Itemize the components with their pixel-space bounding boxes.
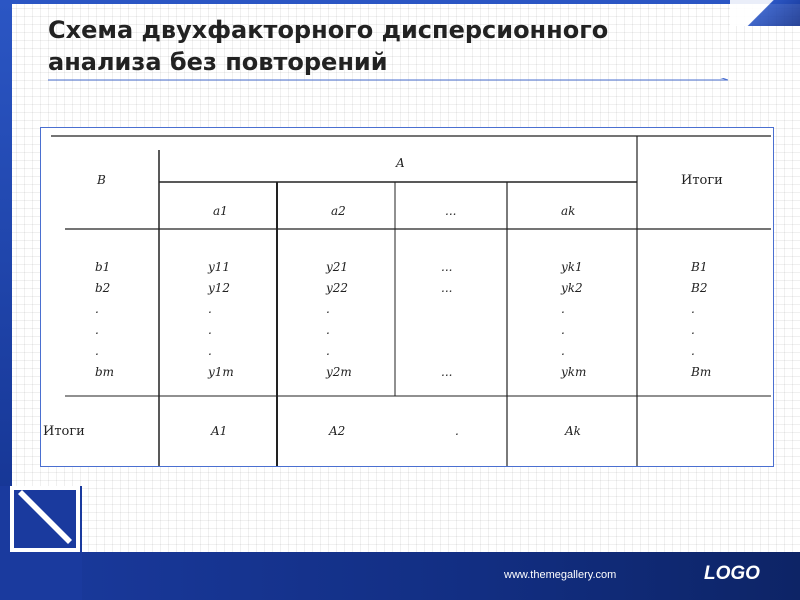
- logo: LOGO: [704, 563, 760, 584]
- data-column-k: [561, 257, 586, 383]
- list-item: .: [95, 302, 99, 316]
- list-item: [441, 299, 452, 320]
- list-item: B2: [691, 281, 708, 295]
- list-item: .: [326, 323, 330, 337]
- data-column-2: [326, 257, 352, 383]
- list-item: .: [95, 344, 99, 358]
- footer-bar: [0, 552, 800, 600]
- list-item: .: [208, 344, 212, 358]
- list-item: .: [561, 323, 565, 337]
- list-item: .: [208, 323, 212, 337]
- row-totals-column: [691, 257, 711, 383]
- footer-value-a2: A2: [329, 424, 346, 438]
- a-column-ellipsis: ...: [445, 204, 457, 218]
- list-item: .: [326, 302, 330, 316]
- b-rows-column: [95, 257, 114, 383]
- list-item: y12: [208, 281, 231, 295]
- header-b: B: [97, 173, 106, 187]
- list-item: .: [326, 344, 330, 358]
- header-a: A: [396, 156, 405, 170]
- top-right-accent: [730, 0, 800, 26]
- table-grid-lines: [41, 128, 773, 466]
- footer-value-ellipsis: .: [455, 424, 459, 438]
- list-item: y22: [326, 281, 349, 295]
- list-item: bm: [95, 365, 115, 379]
- a-column-2: a2: [331, 204, 346, 218]
- footer-value-a1: A1: [211, 424, 228, 438]
- list-item: B1: [691, 260, 708, 274]
- list-item: ...: [441, 260, 453, 274]
- title-underline: [48, 78, 728, 88]
- footer-totals-label: Итоги: [43, 424, 85, 439]
- top-accent-bar: [12, 0, 800, 4]
- list-item: b1: [95, 260, 111, 274]
- list-item: ykm: [561, 365, 587, 379]
- website-link[interactable]: www.themegallery.com: [504, 569, 617, 581]
- data-column-ellipsis: [441, 257, 452, 383]
- list-item: .: [561, 344, 565, 358]
- list-item: b2: [95, 281, 111, 295]
- a-column-k: ak: [561, 204, 576, 218]
- list-item: ...: [441, 365, 453, 379]
- list-item: y1m: [208, 365, 234, 379]
- slide-title: Схема двухфакторного дисперсионного анализа без повторений: [48, 16, 609, 76]
- list-item: y11: [208, 260, 231, 274]
- list-item: yk2: [561, 281, 583, 295]
- list-item: yk1: [561, 260, 583, 274]
- list-item: .: [561, 302, 565, 316]
- list-item: .: [95, 323, 99, 337]
- list-item: .: [208, 302, 212, 316]
- data-column-1: [208, 257, 234, 383]
- list-item: .: [691, 302, 695, 316]
- list-item: y21: [326, 260, 349, 274]
- list-item: Bm: [691, 365, 712, 379]
- list-item: .: [691, 323, 695, 337]
- footer-value-ak: Ak: [565, 424, 581, 438]
- anova-table: [40, 127, 774, 467]
- list-item: [441, 341, 452, 362]
- corner-arrow-icon: [10, 486, 80, 552]
- list-item: ...: [441, 281, 453, 295]
- list-item: y2m: [326, 365, 352, 379]
- list-item: .: [691, 344, 695, 358]
- header-totals: Итоги: [681, 173, 723, 188]
- list-item: [441, 320, 452, 341]
- a-column-1: a1: [213, 204, 228, 218]
